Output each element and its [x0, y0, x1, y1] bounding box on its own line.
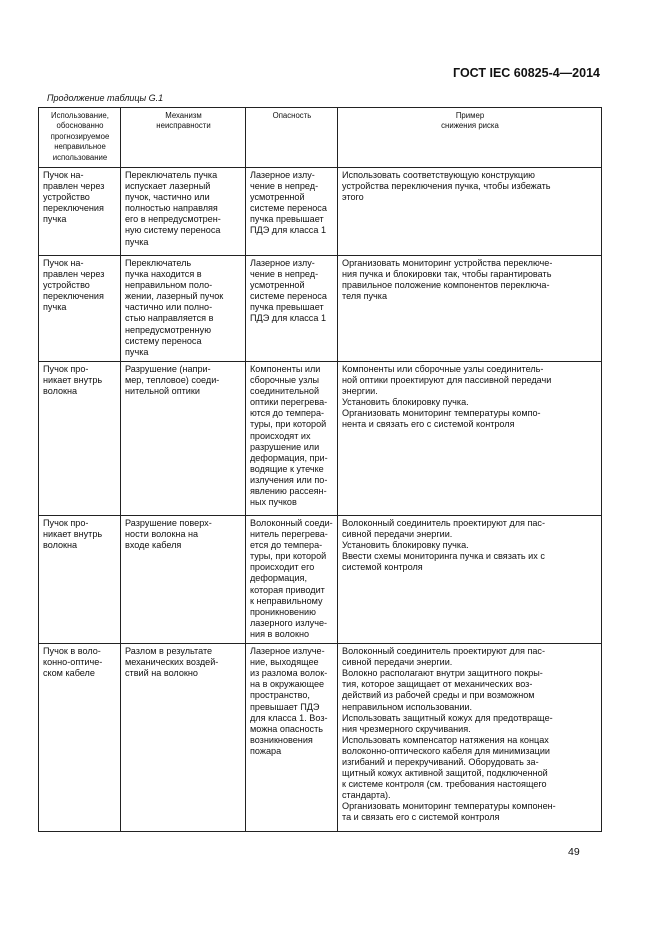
mitigation-cell: Компоненты или сборочные узлы соединитель- ной оптики проектируют для пассивной передачи энергии. Установить блокировку пучка. Организовать мониторинг температуры компо- нента и связать его с системой контроля: [338, 362, 602, 516]
page-number: 49: [568, 846, 580, 858]
column-header-usage: Использование, обоснованно прогнозируемое неправильное использование: [39, 108, 121, 168]
hazard-cell: Компоненты или сборочные узлы соединительной оптики перегрева- ются до темпера- туры, при которой происходят их разрушение или деформация, при- водящие к утечке излучения или по- явлению рассеян- ных пучков: [246, 362, 338, 516]
table-row: [39, 256, 602, 362]
document-standard-header: ГОСТ IEC 60825-4—2014: [453, 66, 600, 80]
usage-cell: Пучок про- никает внутрь волокна: [39, 362, 121, 516]
column-header-hazard: Опасность: [246, 108, 338, 168]
hazard-cell: Лазерное излу- чение в непред- усмотренной системе переноса пучка превышает ПДЭ для класса 1: [246, 168, 338, 256]
mitigation-cell: Волоконный соединитель проектируют для пас- сивной передачи энергии. Волокно располагают внутри защитного покры- тия, которое защищает от механических воз- действий из рабочей среды и при возможном неправильном использовании. Использовать защитный кожух для предотвраще- ния чрезмерного скручивания. Использовать компенсатор натяжения на концах волоконно-оптического кабеля для минимизации изгибаний и перекручиваний. Оборудовать за- щитный кожух активной защитой, подключенной к системе контроля (см. требования настоящего стандарта). Организовать мониторинг температуры компонен- та и связать его с системой контроля: [338, 644, 602, 832]
hazard-cell: Лазерное излу- чение в непред- усмотренной системе переноса пучка превышает ПДЭ для класса 1: [246, 256, 338, 362]
table-caption: Продолжение таблицы G.1: [47, 93, 164, 103]
table-row: [39, 644, 602, 832]
hazard-cell: Волоконный соеди- нитель перегрева- ется до темпера- туры, при которой происходит его деформация, которая приводит к неправильному проникновению лазерного излуче- ния в волокно: [246, 516, 338, 644]
usage-cell: Пучок про- никает внутрь волокна: [39, 516, 121, 644]
table-row: [39, 168, 602, 256]
usage-cell: Пучок в воло- конно-оптиче- ском кабеле: [39, 644, 121, 832]
mechanism-cell: Разрушение (напри- мер, тепловое) соеди- нительной оптики: [121, 362, 246, 516]
mechanism-cell: Разрушение поверх- ности волокна на входе кабеля: [121, 516, 246, 644]
table-row: [39, 516, 602, 644]
mechanism-cell: Разлом в результате механических воздей- ствий на волокно: [121, 644, 246, 832]
column-header-mitigation: Пример снижения риска: [338, 108, 602, 168]
table-header-row: [39, 108, 602, 168]
mitigation-cell: Организовать мониторинг устройства переключе- ния пучка и блокировки так, чтобы гарантировать правильное положение компонентов переключа- теля пучка: [338, 256, 602, 362]
hazard-cell: Лазерное излуче- ние, выходящее из разлома волок- на в окружающее пространство, превышает ПДЭ для класса 1. Воз- можна опасность возникновения пожара: [246, 644, 338, 832]
usage-cell: Пучок на- правлен через устройство переключения пучка: [39, 256, 121, 362]
mechanism-cell: Переключатель пучка испускает лазерный пучок, частично или полностью направляя его в непредусмотрен- ную систему переноса пучка: [121, 168, 246, 256]
table-row: [39, 362, 602, 516]
mitigation-cell: Использовать соответствующую конструкцию устройства переключения пучка, чтобы избежать этого: [338, 168, 602, 256]
mitigation-cell: Волоконный соединитель проектируют для пас- сивной передачи энергии. Установить блокировку пучка. Ввести схемы мониторинга пучка и связать их с системой контроля: [338, 516, 602, 644]
column-header-mechanism: Механизм неисправности: [121, 108, 246, 168]
hazard-table: [38, 107, 602, 832]
usage-cell: Пучок на- правлен через устройство переключения пучка: [39, 168, 121, 256]
mechanism-cell: Переключатель пучка находится в неправильном поло- жении, лазерный пучок частично или полно- стью направляется в непредусмотренную систему переноса пучка: [121, 256, 246, 362]
